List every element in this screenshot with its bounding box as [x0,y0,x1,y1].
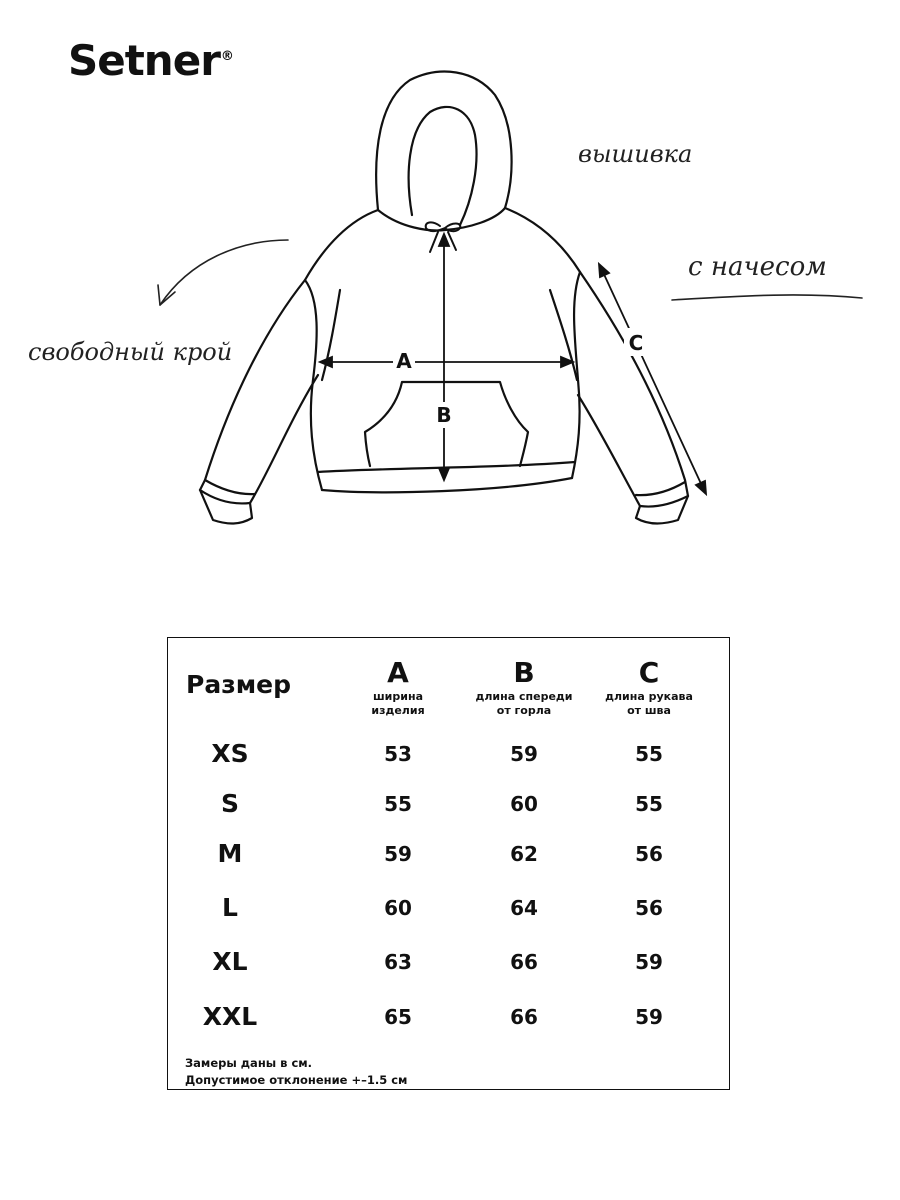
size-l: L [222,893,238,922]
hood-opening [409,107,477,225]
size-xl: XL [212,947,248,976]
size-xxl: XXL [202,1002,258,1031]
value-c: 55 [635,742,663,766]
value-b: 62 [510,842,538,866]
measure-note: Замеры даны в см. [185,1056,313,1070]
value-a: 65 [384,1005,412,1029]
embroidery-note: вышивка [578,140,693,168]
brand-name: Setner [68,36,220,85]
loose-fit-note: свободный крой [28,338,233,366]
column-c-desc-line2: от шва [627,704,671,717]
column-c-desc-line1: длина рукава [605,690,693,703]
column-b-desc-line1: длина спереди [475,690,573,703]
value-a: 59 [384,842,412,866]
hem [322,478,572,492]
column-c-letter: C [638,656,660,689]
value-b: 64 [510,896,538,920]
collar [378,208,505,230]
size-m: M [217,839,243,868]
value-a: 53 [384,742,412,766]
table-row [168,839,731,873]
column-a-desc-line2: изделия [371,704,425,717]
column-b-letter: B [513,656,535,689]
column-c-header [579,658,719,718]
value-a: 60 [384,896,412,920]
size-xs: XS [211,739,249,768]
column-a-letter: A [387,656,409,689]
measure-c-label: C [628,331,644,355]
right-cuff [636,482,688,524]
table-row [168,893,731,927]
value-c: 55 [635,792,663,816]
value-b: 66 [510,1005,538,1029]
value-c: 56 [635,842,663,866]
value-c: 59 [635,1005,663,1029]
fleece-underline [672,295,862,300]
value-a: 55 [384,792,412,816]
table-row [168,1002,731,1036]
body-right [505,208,580,478]
registered-mark: ® [220,49,233,64]
measure-a-label: A [396,349,412,373]
hood-outline [376,72,511,210]
value-b: 59 [510,742,538,766]
right-sleeve [578,272,688,507]
tolerance-note: Допустимое отклонение +–1.5 см [185,1073,408,1087]
table-row [168,947,731,981]
fleece-note: с начесом [688,252,827,282]
table-row [168,739,731,773]
size-table [167,637,730,1090]
column-b-header [454,658,594,718]
value-b: 66 [510,950,538,974]
value-c: 56 [635,896,663,920]
measure-c-line [602,270,703,488]
value-a: 63 [384,950,412,974]
size-s: S [220,789,239,818]
column-a-header [328,658,468,718]
curved-arrow [160,240,288,305]
value-c: 59 [635,950,663,974]
left-sleeve [200,280,318,503]
column-b-desc-line2: от горла [496,704,552,717]
column-a-desc-line1: ширина [373,690,423,703]
measure-b-label: B [436,403,452,427]
size-column-header: Размер [186,670,292,699]
table-row [168,789,731,823]
value-b: 60 [510,792,538,816]
